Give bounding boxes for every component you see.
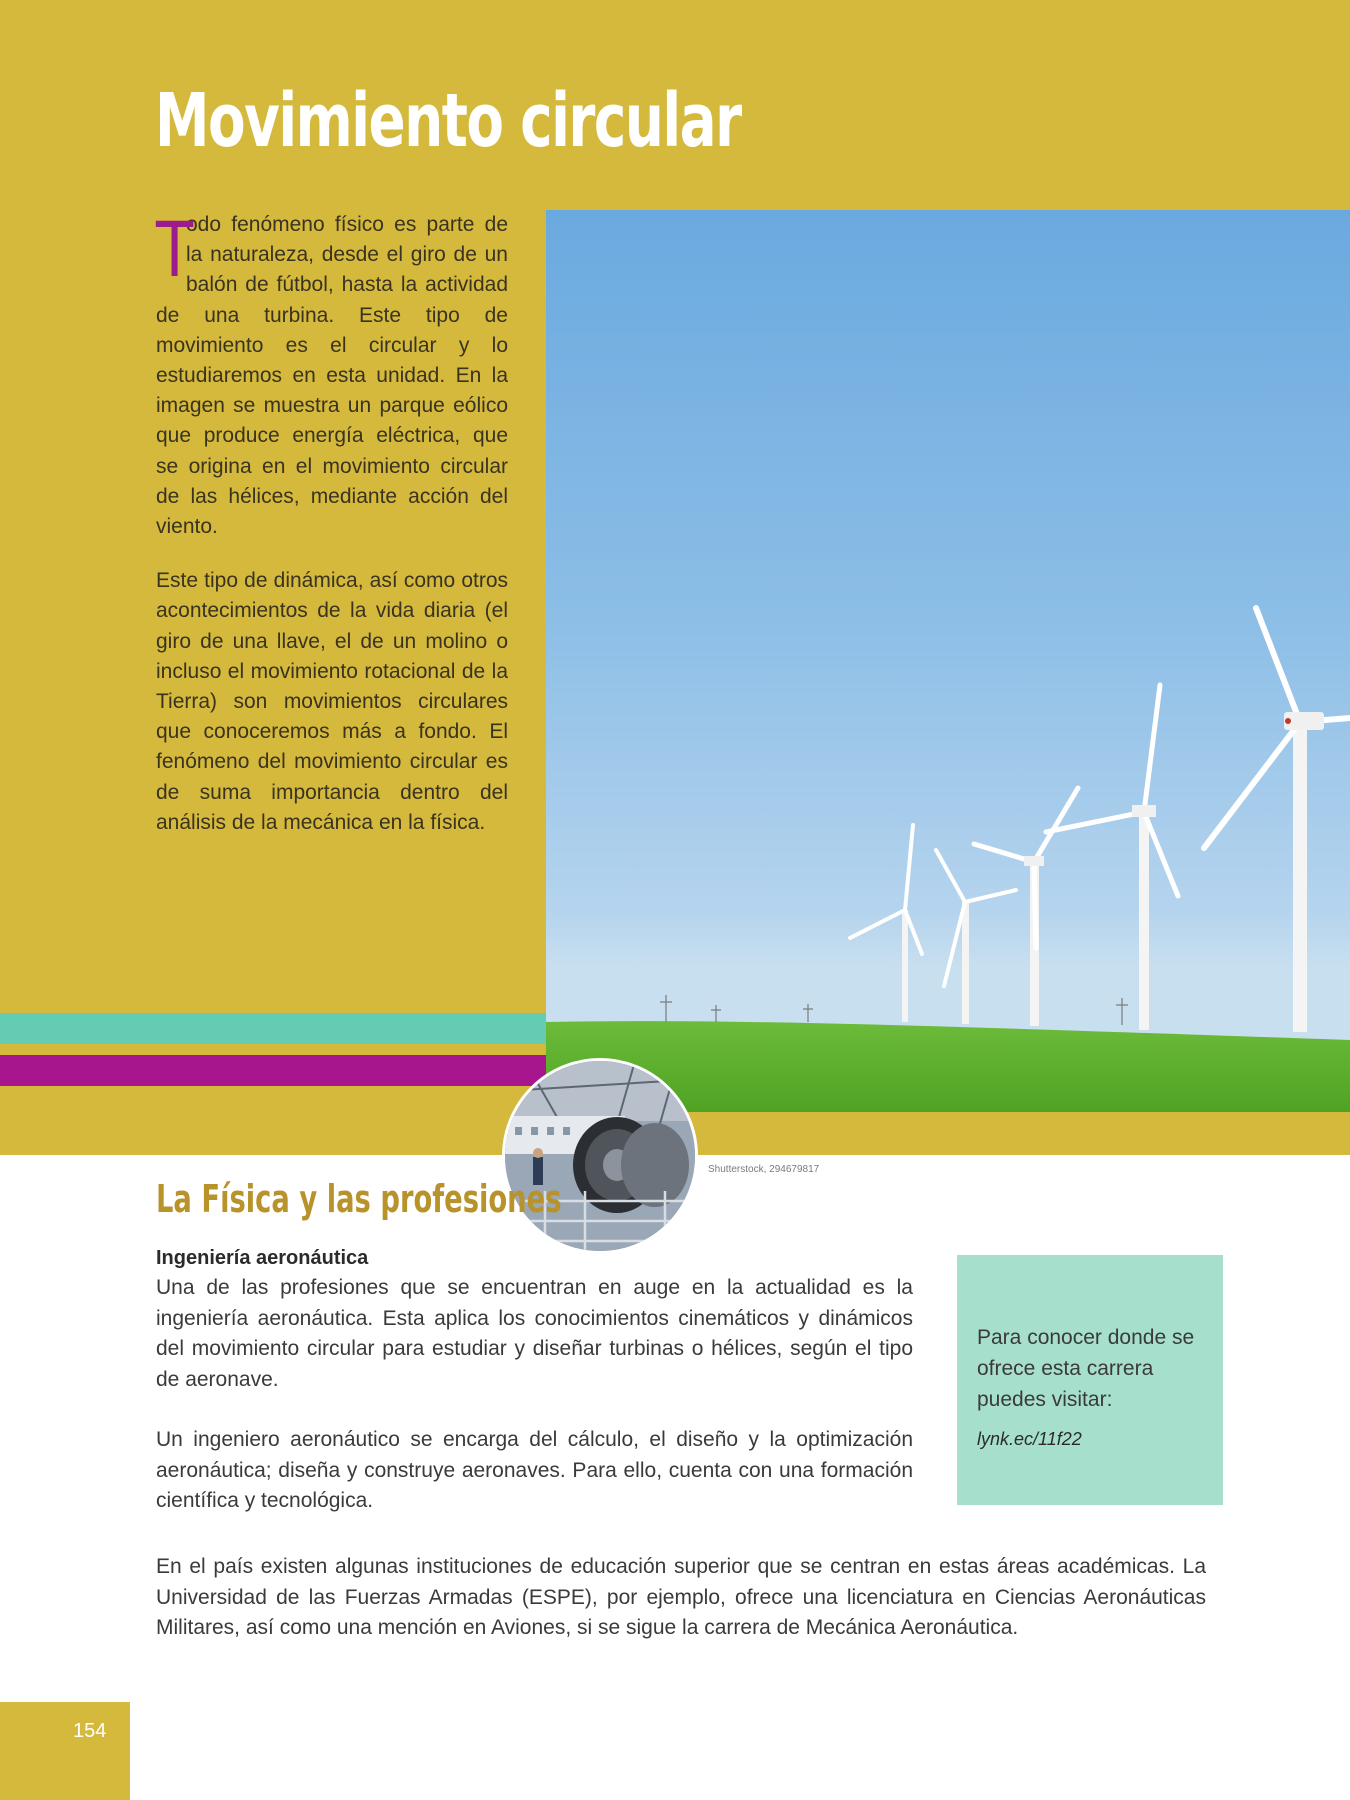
page-number: 154 (73, 1720, 107, 1742)
intro-paragraph-1 (156, 205, 508, 542)
page-title: Movimiento circular (155, 78, 741, 164)
section-subheading: Ingeniería aeronáutica (156, 1247, 369, 1269)
intro-paragraph-2: Este tipo de dinámica, así como otros acontecimientos de la vida diaria (el giro de una llave, el de un molino o incluso el movimiento rotacional de la Tierra) son movimientos circulares que conoceremos más a fondo. El fenómeno del movimiento circular es de suma importancia dentro del análisis de la mecánica en la física. (156, 569, 508, 834)
section-paragraph-3: En el país existen algunas instituciones de educación superior que se centran en estas áreas académicas. La Universidad de las Fuerzas Armadas (ESPE), por ejemplo, ofrece una licenciatura en Ciencias Aeronáuticas Militares, así como una mención en Aviones, si se sigue la carrera de Mecánica Aeronáutica. (156, 1555, 1206, 1639)
drop-cap: T (156, 205, 194, 294)
magenta-stripe (0, 1055, 546, 1086)
power-pylons (660, 995, 1128, 1025)
section-title: La Física y las profesiones (156, 1177, 562, 1221)
teal-stripe (0, 1013, 546, 1044)
wind-turbine-2 (936, 850, 1016, 1024)
intro-text (156, 205, 508, 862)
wind-turbine-4 (1046, 685, 1178, 1030)
info-box-text: Para conocer donde se ofrece esta carrera puedes visitar: (977, 1326, 1195, 1411)
photo-credit: Shutterstock, 294679817 (708, 1164, 820, 1175)
wind-turbine-1 (850, 825, 922, 1022)
wind-farm-illustration (546, 210, 1350, 1112)
wind-turbine-3 (974, 788, 1078, 1026)
section-body (156, 1273, 913, 1547)
section-paragraph-2: Un ingeniero aeronáutico se encarga del cálculo, el diseño y la optimización aeronáutica; diseña y construye aeronaves. Para ello, cuenta con una formación científica y tecnológica. (156, 1428, 913, 1512)
wind-farm-photo (546, 210, 1350, 1112)
info-box-link[interactable]: lynk.ec/11f22 (977, 1429, 1082, 1449)
page-number-tab (0, 1702, 130, 1800)
aircraft-engine-photo (502, 1058, 698, 1254)
aircraft-engine-illustration (505, 1061, 698, 1254)
wind-turbine-5 (1204, 608, 1350, 1032)
intro-paragraph-1-text: odo fenómeno físico es parte de la naturaleza, desde el giro de un balón de fútbol, hasta la actividad de una turbina. Este tipo de movimiento es el circular y lo estudiaremos en esta unidad. En la imagen se muestra un parque eólico que produce energía eléctrica, que se origina en el movimiento circular de las hélices, mediante acción del viento. (156, 213, 508, 539)
section-paragraph-1: Una de las profesiones que se encuentran en auge en la actualidad es la ingeniería aeronáutica. Esta aplica los conocimientos cinemáticos y dinámicos del movimiento circular para estudiar y diseñar turbinas o hélices, según el tipo de aeronave. (156, 1276, 913, 1391)
info-box (957, 1255, 1223, 1505)
